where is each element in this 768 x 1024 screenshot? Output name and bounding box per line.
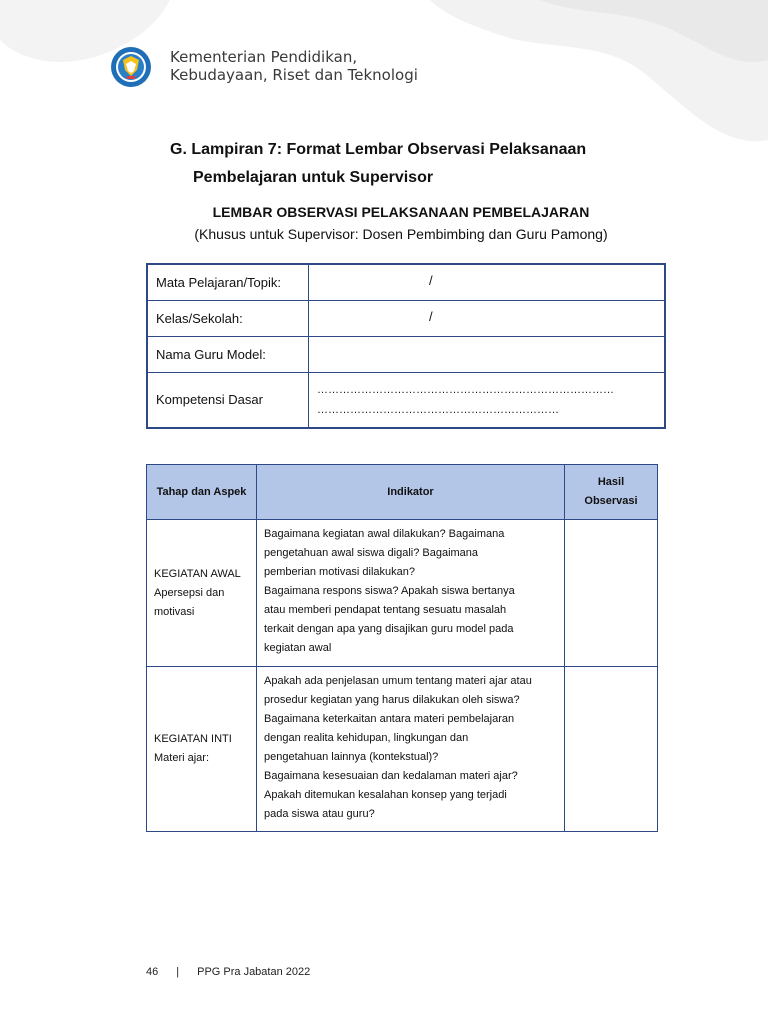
indicator-line: kegiatan awal xyxy=(264,642,332,654)
header-stage-aspect: Tahap dan Aspek xyxy=(147,465,257,520)
indicator-line: pengetahuan lainnya (kontekstual)? xyxy=(264,751,439,763)
section-title xyxy=(170,136,640,192)
subject-topic-field[interactable] xyxy=(309,264,666,300)
indicator-line: pada siswa atau guru? xyxy=(264,808,375,820)
identity-table xyxy=(146,263,666,429)
header-indicator: Indikator xyxy=(257,465,565,520)
indicator-line: pemberian motivasi dilakukan? xyxy=(264,566,416,578)
table-row xyxy=(147,264,665,300)
document-subtitle: (Khusus untuk Supervisor: Dosen Pembimbing dan Guru Pamong) xyxy=(194,226,608,242)
aspect-name: Materi ajar: xyxy=(154,752,210,764)
page-footer xyxy=(146,966,310,978)
section-title-line-2: Pembelajaran untuk Supervisor xyxy=(193,169,434,186)
stage-name: KEGIATAN INTI xyxy=(154,733,232,745)
basic-competency-field[interactable] xyxy=(309,372,666,428)
indicator-line: Bagaimana respons siswa? Apakah siswa bertanya xyxy=(264,585,515,597)
indicator-line: pengetahuan awal siswa digali? Bagaimana xyxy=(264,547,479,559)
observation-result-cell[interactable] xyxy=(565,667,658,832)
indicator-cell xyxy=(257,667,565,832)
indicator-line: Apakah ada penjelasan umum tentang materi ajar atau xyxy=(264,675,532,687)
indicator-line: terkait dengan apa yang disajikan guru model pada xyxy=(264,623,514,635)
ministry-line-1: Kementerian Pendidikan, xyxy=(170,48,358,66)
field-separator: / xyxy=(429,273,433,288)
model-teacher-name-field[interactable] xyxy=(309,336,666,372)
indicator-line: prosedur kegiatan yang harus dilakukan oleh siswa? xyxy=(264,694,520,706)
footer-separator: | xyxy=(176,966,180,978)
table-row xyxy=(147,372,665,428)
indicator-cell xyxy=(257,520,565,667)
table-row xyxy=(147,520,658,667)
table-header-row xyxy=(147,465,658,520)
dotted-line-2: ………………………………………………………… xyxy=(317,403,559,416)
document-title: LEMBAR OBSERVASI PELAKSANAAN PEMBELAJARAN xyxy=(212,204,590,220)
row-label: Mata Pelajaran/Topik: xyxy=(147,264,309,300)
stage-aspect-cell xyxy=(147,520,257,667)
header-observation-result: Hasil Observasi xyxy=(565,465,658,520)
field-separator: / xyxy=(429,308,433,324)
dotted-line-1: ……………………………………………………………………… xyxy=(317,383,614,396)
row-label: Kompetensi Dasar xyxy=(147,372,309,428)
row-label: Kelas/Sekolah: xyxy=(147,300,309,336)
class-school-field[interactable] xyxy=(309,300,666,336)
indicator-line: Apakah ditemukan kesalahan konsep yang terjadi xyxy=(264,789,507,801)
page-number: 46 xyxy=(146,966,159,978)
indicator-line: Bagaimana kesesuaian dan kedalaman materi ajar? xyxy=(264,770,518,782)
aspect-name: Apersepsi dan motivasi xyxy=(154,586,225,618)
observation-table xyxy=(146,464,658,832)
indicator-line: atau memberi pendapat tentang sesuatu masalah xyxy=(264,604,507,616)
indicator-line: Bagaimana keterkaitan antara materi pembelajaran xyxy=(264,713,515,725)
footer-text: PPG Pra Jabatan 2022 xyxy=(197,966,311,978)
table-row xyxy=(147,300,665,336)
row-label: Nama Guru Model: xyxy=(147,336,309,372)
stage-name: KEGIATAN AWAL xyxy=(154,567,241,580)
tut-wuri-handayani-logo xyxy=(110,46,152,88)
indicator-line: Bagaimana kegiatan awal dilakukan? Bagaimana xyxy=(264,528,505,540)
stage-aspect-cell xyxy=(147,667,257,832)
indicator-line: dengan realita kehidupan, lingkungan dan xyxy=(264,732,469,744)
ministry-line-2: Kebudayaan, Riset dan Teknologi xyxy=(170,66,418,84)
observation-result-cell[interactable] xyxy=(565,520,658,667)
section-title-line-1: G. Lampiran 7: Format Lembar Observasi Pelaksanaan xyxy=(170,141,587,158)
table-row xyxy=(147,667,658,832)
table-row xyxy=(147,336,665,372)
ministry-name xyxy=(170,48,418,84)
